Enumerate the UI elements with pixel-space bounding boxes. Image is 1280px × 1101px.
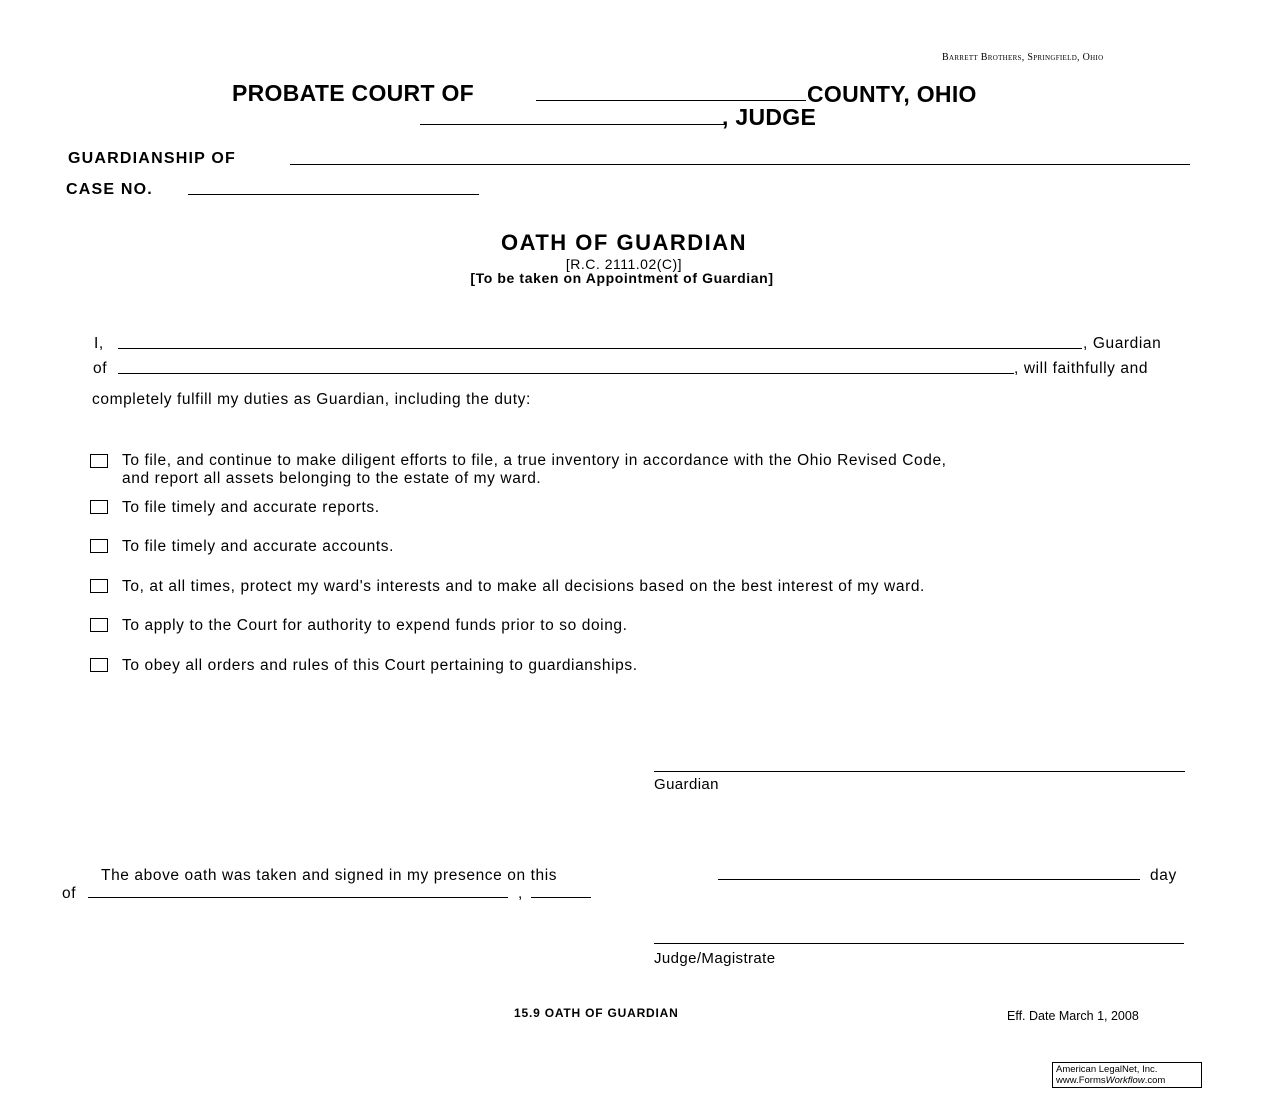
oath-duties-intro: completely fulfill my duties as Guardian, including the duty:	[92, 391, 531, 408]
statute-reference: [R.C. 2111.02(C)]	[565, 256, 683, 272]
form-id: 15.9 OATH OF GUARDIAN	[514, 1006, 679, 1020]
duty-checkbox-inventory[interactable]	[90, 454, 108, 468]
oath-guardian-suffix: , Guardian	[1083, 335, 1162, 352]
publisher-url-part1: www.Forms	[1056, 1075, 1106, 1086]
duty-expend-funds-label: To apply to the Court for authority to expend funds prior to so doing.	[122, 617, 628, 634]
attest-day-field[interactable]	[718, 879, 1140, 880]
publisher-url-part3: .com	[1144, 1075, 1166, 1086]
guardian-signature-field[interactable]	[654, 771, 1185, 772]
guardian-name-field[interactable]	[118, 348, 1082, 349]
oath-faithfully-suffix: , will faithfully and	[1014, 360, 1149, 377]
publisher-name: American LegalNet, Inc.	[1056, 1064, 1158, 1075]
duty-protect-interests-label: To, at all times, protect my ward's interests and to make all decisions based on the best interest of my ward.	[122, 578, 925, 595]
guardian-signature-label: Guardian	[654, 776, 719, 793]
judge-signature-label: Judge/Magistrate	[654, 950, 776, 967]
oath-of-label: of	[93, 360, 108, 377]
duty-checkbox-obey-orders[interactable]	[90, 658, 108, 672]
attest-text: The above oath was taken and signed in my presence on this	[101, 867, 558, 884]
oath-i-label: I,	[94, 335, 104, 352]
case-no-field[interactable]	[188, 194, 479, 195]
guardianship-field[interactable]	[290, 164, 1190, 165]
attest-month-field[interactable]	[88, 897, 508, 898]
duty-checkbox-reports[interactable]	[90, 500, 108, 514]
case-no-label: CASE NO.	[66, 181, 153, 198]
county-field[interactable]	[536, 100, 806, 101]
form-title: OATH OF GUARDIAN	[500, 230, 748, 255]
attest-year-field[interactable]	[531, 897, 591, 898]
duty-checkbox-accounts[interactable]	[90, 539, 108, 553]
duty-obey-orders-label: To obey all orders and rules of this Court pertaining to guardianships.	[122, 657, 638, 674]
judge-signature-field[interactable]	[654, 943, 1184, 944]
duty-reports-label: To file timely and accurate reports.	[122, 499, 380, 516]
form-instruction: [To be taken on Appointment of Guardian]	[470, 270, 774, 286]
ward-name-field[interactable]	[118, 373, 1014, 374]
court-prefix: PROBATE COURT OF	[232, 80, 475, 106]
printer-mark: Barrett Brothers, Springfield, Ohio	[942, 52, 1104, 63]
attest-of-label: of	[62, 885, 77, 902]
duty-checkbox-expend-funds[interactable]	[90, 618, 108, 632]
effective-date: Eff. Date March 1, 2008	[1007, 1009, 1139, 1023]
duty-inventory-line2: and report all assets belonging to the estate of my ward.	[122, 470, 542, 487]
publisher-stamp	[1052, 1062, 1202, 1088]
duty-checkbox-protect-interests[interactable]	[90, 579, 108, 593]
attest-comma: ,	[518, 885, 523, 902]
guardianship-label: GUARDIANSHIP OF	[68, 150, 236, 167]
attest-day-label: day	[1150, 867, 1177, 884]
court-suffix: COUNTY, OHIO	[807, 81, 977, 107]
judge-name-field[interactable]	[420, 124, 725, 125]
publisher-url[interactable]	[1056, 1075, 1198, 1086]
duty-inventory-line1: To file, and continue to make diligent efforts to file, a true inventory in accordance with the Ohio Revised Code,	[122, 452, 947, 469]
duty-accounts-label: To file timely and accurate accounts.	[122, 538, 395, 555]
publisher-url-part2: Workflow	[1105, 1075, 1145, 1086]
judge-suffix: , JUDGE	[722, 104, 817, 130]
